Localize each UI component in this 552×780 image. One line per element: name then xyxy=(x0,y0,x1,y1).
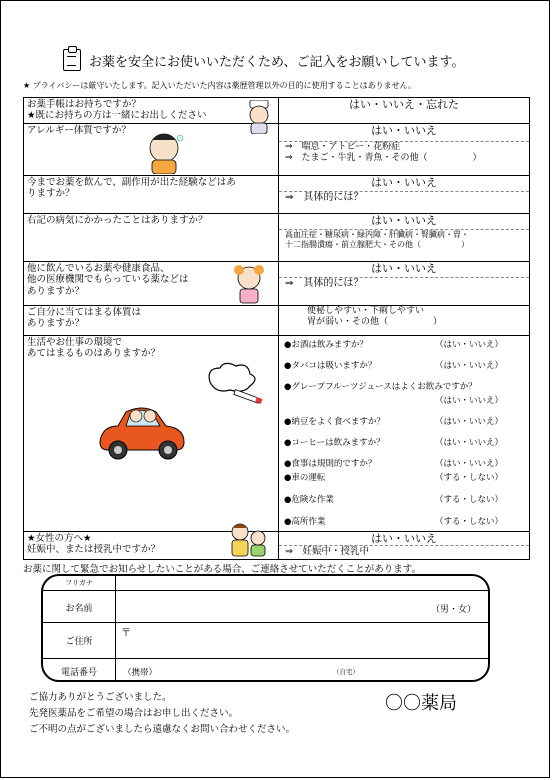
answer-handbook[interactable] xyxy=(279,98,530,124)
question-text: 他の医療機関でもらっている薬などは xyxy=(27,274,189,286)
question-constitution xyxy=(24,305,279,335)
question-text: 他に飲んでいるお薬や健康食品、 xyxy=(27,262,170,274)
pharmacy-name: 〇〇薬局 xyxy=(385,693,457,714)
question-side-effect xyxy=(24,175,279,213)
lifestyle-question: ●納豆をよく食べますか？ xyxy=(284,416,385,427)
answer-detail: ⇒ 具体的には？ xyxy=(279,191,529,204)
footer-inquiry: ご不明の点がございましたら遠慮なくお問い合わせください。 xyxy=(29,724,296,735)
lifestyle-question: ●グレープフルーツジュースはよくお飲みですか？ xyxy=(284,381,477,392)
mobile-label: （携帯） xyxy=(123,668,158,678)
question-handbook xyxy=(24,98,279,124)
lifestyle-question: ●高所作業 xyxy=(284,516,326,527)
answer-lifestyle[interactable] xyxy=(279,335,530,531)
home-label: （自宅） xyxy=(333,668,359,676)
lifestyle-answer: （はい・いいえ） xyxy=(434,360,503,371)
furigana-row xyxy=(43,576,488,591)
question-text: 今までお薬を飲んで、副作用が出た経験などはあ xyxy=(27,176,236,188)
answer-disease[interactable] xyxy=(279,213,530,261)
mother-child-illustration xyxy=(226,520,270,558)
lifestyle-meals[interactable] xyxy=(279,457,529,471)
answer-options: はい・いいえ xyxy=(371,175,437,189)
lifestyle-dangerous-work[interactable] xyxy=(279,493,529,507)
gender-options[interactable]: （男・女） xyxy=(430,605,476,615)
question-text: 妊娠中、または授乳中ですか？ xyxy=(27,544,161,556)
answer-detail: ⇒ たまご・牛乳・青魚・その他（ ） xyxy=(285,152,482,163)
answer-options: はい・いいえ xyxy=(371,261,437,275)
lifestyle-answer: （はい・いいえ） xyxy=(434,416,503,427)
answer-options: はい・いいえ xyxy=(371,531,437,545)
name-label: お名前 xyxy=(65,604,93,614)
address-row[interactable] xyxy=(43,622,488,659)
question-lifestyle xyxy=(24,335,279,531)
question-text: ご自分に当てはまる体質は xyxy=(27,306,142,318)
lifestyle-question: ●危険な作業 xyxy=(284,494,334,505)
sneezing-person-illustration xyxy=(142,130,186,174)
lifestyle-alcohol[interactable] xyxy=(279,338,529,352)
lifestyle-question: ●お酒は飲みますか？ xyxy=(284,339,368,350)
lifestyle-answer: （する・しない） xyxy=(434,494,503,505)
footer-thanks: ご協力ありがとうございました。 xyxy=(29,692,172,703)
address-label: ご住所 xyxy=(65,637,93,647)
lifestyle-coffee[interactable] xyxy=(279,436,529,450)
answer-detail: 胃が弱い・その他（ ） xyxy=(307,316,443,327)
lifestyle-driving[interactable] xyxy=(279,471,529,485)
lifestyle-question: ●車の運転 xyxy=(284,472,326,483)
lifestyle-answer: （はい・いいえ） xyxy=(434,437,503,448)
lifestyle-answer: （する・しない） xyxy=(434,472,503,483)
question-pregnancy xyxy=(24,531,279,559)
lifestyle-answer: （する・しない） xyxy=(434,516,503,527)
lifestyle-grapefruit[interactable] xyxy=(279,380,529,394)
question-disease xyxy=(24,213,279,261)
question-text: あてはまるものはありますか？ xyxy=(27,348,161,360)
question-table xyxy=(23,97,530,560)
answer-detail: 高血圧症・糖尿病・緑内障・肝臓病・腎臓病・胃・ xyxy=(279,229,529,240)
question-other-medicine xyxy=(24,261,279,305)
question-text: アレルギー体質ですか？ xyxy=(27,124,131,136)
cigarette-smoke-icon xyxy=(204,360,266,404)
phone-row[interactable] xyxy=(43,658,488,682)
answer-other-medicine[interactable] xyxy=(279,261,530,305)
question-text: 生活やお仕事の環境で xyxy=(27,336,123,348)
answer-detail: 便秘しやすい・下痢しやすい xyxy=(307,305,425,316)
answer-side-effect[interactable] xyxy=(279,175,530,213)
question-text: お薬手帳はお持ちですか？ xyxy=(27,99,141,110)
lifestyle-list xyxy=(279,336,529,529)
question-text: ★女性の方へ★ xyxy=(27,532,92,544)
phone-label: 電話番号 xyxy=(60,668,97,678)
answer-detail: ⇒ 具体的には？ xyxy=(279,277,529,290)
lifestyle-grapefruit-answer xyxy=(279,394,529,408)
question-note: ★既にお持ちの方は一緒にお出しください xyxy=(27,110,207,122)
answer-detail: ⇒ 喘息・アトピー・花粉症 xyxy=(279,141,529,153)
question-text: ありますか？ xyxy=(27,285,85,297)
lifestyle-question: ●食事は規則的ですか？ xyxy=(284,458,377,469)
lifestyle-answer: （はい・いいえ） xyxy=(434,458,503,469)
answer-options: はい・いいえ・忘れた xyxy=(349,98,459,111)
question-text: 右記の病気にかかったことはありますか？ xyxy=(27,214,208,226)
lifestyle-tobacco[interactable] xyxy=(279,359,529,373)
postal-mark: 〒 xyxy=(121,628,131,639)
answer-pregnancy[interactable] xyxy=(279,531,530,559)
car-illustration xyxy=(96,398,188,470)
lifestyle-question: ●タバコは吸いますか？ xyxy=(284,360,377,371)
answer-detail: 十二指腸潰瘍・前立腺肥大・その他（ ） xyxy=(285,239,469,249)
clipboard-icon xyxy=(63,49,81,71)
answer-options: はい・いいえ xyxy=(371,123,437,137)
privacy-note: ★ プライバシーは厳守いたします。記入いただいた内容は薬歴管理以外の目的に使用することはありません。 xyxy=(23,81,417,90)
furigana-label: フリガナ xyxy=(65,579,93,587)
lifestyle-question: ●コーヒーは飲みますか？ xyxy=(284,437,385,448)
answer-detail: ⇒ 妊娠中・授乳中 xyxy=(279,545,529,557)
lifestyle-answer: （はい・いいえ） xyxy=(434,339,503,350)
question-text: りますか？ xyxy=(27,188,75,200)
lifestyle-answer: （はい・いいえ） xyxy=(434,395,503,406)
question-text: ありますか？ xyxy=(27,318,85,330)
page-title: お薬を安全にお使いいただくため、ご記入をお願いしています。 xyxy=(89,55,465,70)
answer-options: はい・いいえ xyxy=(371,213,437,227)
answer-constitution[interactable] xyxy=(279,305,530,335)
contact-form xyxy=(41,574,490,682)
contact-note: お薬に関して緊急でお知らせしたいことがある場合、ご連絡させていただくことがあります。 xyxy=(23,564,421,575)
name-row[interactable] xyxy=(43,590,488,623)
footer-generic-note: 先発医薬品をご希望の場合はお申し出ください。 xyxy=(29,708,239,719)
answer-allergy[interactable] xyxy=(279,123,530,175)
lifestyle-height-work[interactable] xyxy=(279,515,529,529)
girl-illustration xyxy=(232,264,266,304)
lifestyle-natto[interactable] xyxy=(279,415,529,429)
question-allergy xyxy=(24,123,279,175)
